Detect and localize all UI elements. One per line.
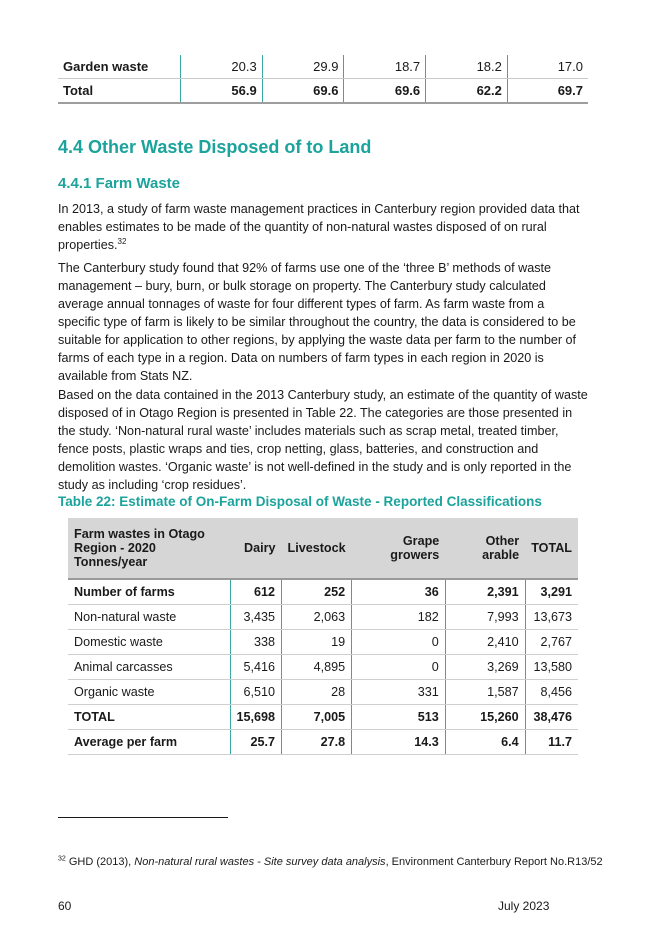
table-cell: 27.8 [282, 730, 352, 755]
page-date: July 2023 [498, 899, 550, 913]
row-label: Garden waste [58, 55, 181, 79]
table-cell: 2,767 [525, 630, 578, 655]
table-row [68, 579, 578, 605]
paragraph-text: In 2013, a study of farm waste management practices in Canterbury region provided data that enables estimates to be made of the quantity of non-natural wastes disposed of on rural properties. [58, 202, 580, 252]
column-header: Grape growers [352, 518, 446, 579]
table-cell: 20.3 [181, 55, 263, 79]
table-cell: 15,260 [445, 705, 525, 730]
table-cell: 4,895 [282, 655, 352, 680]
table-cell: 1,587 [445, 680, 525, 705]
table-cell: 15,698 [230, 705, 282, 730]
table-row [68, 630, 578, 655]
table-cell: 19 [282, 630, 352, 655]
paragraph-canterbury-study: The Canterbury study found that 92% of farms use one of the ‘three B’ methods of waste management – bury, burn, or bulk storage on property. The Canterbury study calculated average annual tonnages of waste for four different types of farm. As farm waste from a specific type of farm is likely to be similar throughout the country, the data is considered to be suitable for application to other regions, by applying the waste data per farm to the number of farms of each type in a region. Data on numbers of farm types in each region in 2020 is available from Stats NZ. [58, 261, 577, 383]
table-cell: 38,476 [525, 705, 578, 730]
paragraph-intro [58, 200, 588, 254]
column-header: Livestock [282, 518, 352, 579]
footnote-reference[interactable]: 32 [117, 236, 127, 246]
table-cell: 69.6 [262, 79, 344, 104]
footnote-rest: , Environment Canterbury Report No.R13/52 [385, 856, 603, 868]
row-label: TOTAL [68, 705, 230, 730]
page-number: 60 [58, 899, 72, 913]
table-cell: 3,269 [445, 655, 525, 680]
table-row [68, 730, 578, 755]
table-cell: 13,673 [525, 605, 578, 630]
table-cell: 513 [352, 705, 446, 730]
footnote-title: Non-natural rural wastes - Site survey data analysis [134, 856, 386, 868]
table-caption: Table 22: Estimate of On-Farm Disposal of Waste - Reported Classifications [58, 494, 542, 509]
table-cell: 7,005 [282, 705, 352, 730]
table-cell: 25.7 [230, 730, 282, 755]
footnote [58, 856, 603, 868]
table-header-row [68, 518, 578, 579]
table-row [68, 605, 578, 630]
table-cell: 28 [282, 680, 352, 705]
table-row [58, 55, 588, 79]
table-cell: 3,435 [230, 605, 282, 630]
column-header: TOTAL [525, 518, 578, 579]
table-cell: 17.0 [507, 55, 588, 79]
footnote-number: 32 [58, 855, 66, 863]
table-row [68, 655, 578, 680]
table-cell: 7,993 [445, 605, 525, 630]
table-cell: 338 [230, 630, 282, 655]
table-cell: 2,391 [445, 579, 525, 605]
column-header: Dairy [230, 518, 282, 579]
column-header: Other arable [445, 518, 525, 579]
section-heading: 4.4 Other Waste Disposed of to Land [58, 137, 372, 157]
footnote-divider [58, 817, 228, 818]
table-row [68, 705, 578, 730]
table-cell: 3,291 [525, 579, 578, 605]
table-cell: 6.4 [445, 730, 525, 755]
column-header: Farm wastes in Otago Region - 2020 Tonnes/year [68, 518, 230, 579]
paragraph-otago-estimate: Based on the data contained in the 2013 Canterbury study, an estimate of the quantity of waste disposed of in Otago Region is presented in Table 22. The categories are those presented in the study. ‘Non-natural rural waste’ includes materials such as scrap metal, treated timber, fence posts, plastic wraps and ties, crop netting, glass, batteries, and construction and demolition wastes. ‘Organic waste’ is not well-defined in the study and is only reported in the study as including ‘crop residues’. [58, 388, 588, 492]
table-cell: 11.7 [525, 730, 578, 755]
row-label: Average per farm [68, 730, 230, 755]
table-cell: 2,410 [445, 630, 525, 655]
table-cell: 252 [282, 579, 352, 605]
table-cell: 2,063 [282, 605, 352, 630]
subsection-heading: 4.4.1 Farm Waste [58, 175, 180, 192]
table-cell: 6,510 [230, 680, 282, 705]
table-cell: 13,580 [525, 655, 578, 680]
row-label: Animal carcasses [68, 655, 230, 680]
row-label: Number of farms [68, 579, 230, 605]
table-cell: 0 [352, 655, 446, 680]
table-cell: 612 [230, 579, 282, 605]
table-cell: 8,456 [525, 680, 578, 705]
table-cell: 331 [352, 680, 446, 705]
row-label: Total [58, 79, 181, 104]
table-cell: 18.2 [426, 55, 508, 79]
table-cell: 182 [352, 605, 446, 630]
farm-waste-table [68, 518, 578, 755]
table-row [58, 79, 588, 104]
table-cell: 69.7 [507, 79, 588, 104]
row-label: Non-natural waste [68, 605, 230, 630]
table-row [68, 680, 578, 705]
table-cell: 5,416 [230, 655, 282, 680]
table-cell: 0 [352, 630, 446, 655]
table-cell: 18.7 [344, 55, 426, 79]
previous-table-continuation [58, 55, 588, 104]
table-cell: 14.3 [352, 730, 446, 755]
footnote-author: GHD (2013), [68, 856, 132, 868]
table-cell: 62.2 [426, 79, 508, 104]
table-cell: 56.9 [181, 79, 263, 104]
row-label: Domestic waste [68, 630, 230, 655]
table-cell: 69.6 [344, 79, 426, 104]
table-cell: 36 [352, 579, 446, 605]
row-label: Organic waste [68, 680, 230, 705]
table-cell: 29.9 [262, 55, 344, 79]
